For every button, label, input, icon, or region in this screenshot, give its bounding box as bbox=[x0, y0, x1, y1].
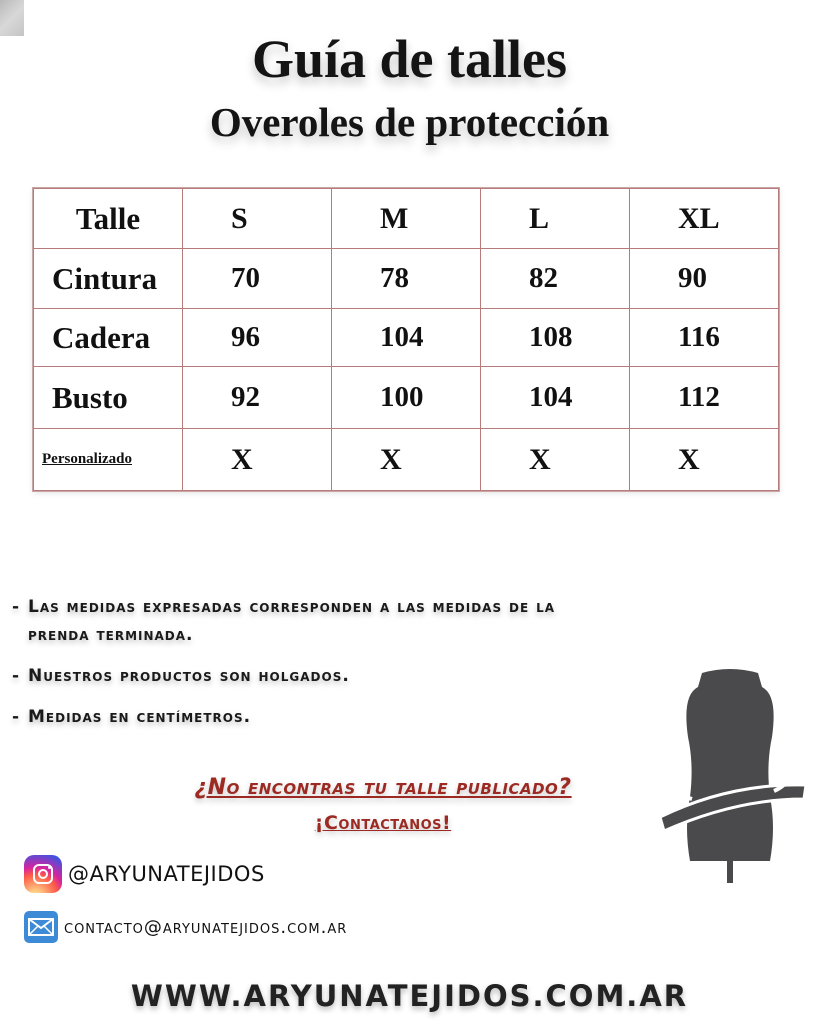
instagram-handle[interactable]: @ARYUNATEJIDOS bbox=[68, 862, 265, 886]
table-cell: X bbox=[332, 429, 481, 491]
note-text: Las medidas expresadas corresponden a las medidas de la bbox=[28, 597, 556, 617]
header-cell-m: M bbox=[332, 189, 481, 249]
note-units bbox=[12, 703, 251, 731]
instagram-icon bbox=[24, 855, 62, 893]
cta-contact-link[interactable]: ¡Contactanos! bbox=[314, 812, 452, 834]
mannequin-tape-icon bbox=[650, 665, 810, 885]
page-title: Guía de talles bbox=[251, 29, 567, 89]
table-row bbox=[34, 309, 779, 367]
table-row bbox=[34, 367, 779, 429]
table-row bbox=[34, 429, 779, 491]
table-cell: 112 bbox=[630, 367, 779, 429]
note-text-continued: prenda terminada. bbox=[28, 625, 194, 645]
mail-icon bbox=[24, 911, 58, 943]
bullet-dash: - bbox=[12, 597, 21, 617]
table-cell: 100 bbox=[332, 367, 481, 429]
email-contact[interactable] bbox=[24, 911, 347, 943]
page-subtitle: Overoles de protección bbox=[209, 99, 610, 145]
table-cell: 82 bbox=[481, 249, 630, 309]
table-header-row bbox=[34, 189, 779, 249]
header-cell-xl: XL bbox=[630, 189, 779, 249]
table-cell: 108 bbox=[481, 309, 630, 367]
row-label-busto: Busto bbox=[34, 367, 183, 429]
note-measurements bbox=[12, 593, 555, 649]
table-cell: 78 bbox=[332, 249, 481, 309]
instagram-contact[interactable] bbox=[24, 855, 265, 893]
note-text: Nuestros productos son holgados. bbox=[28, 666, 350, 686]
note-text: Medidas en centímetros. bbox=[28, 707, 252, 727]
table-cell: 104 bbox=[332, 309, 481, 367]
header-cell-s: S bbox=[183, 189, 332, 249]
row-label-personalizado: Personalizado bbox=[34, 429, 183, 491]
table-cell: X bbox=[481, 429, 630, 491]
website-url[interactable]: WWW.ARYUNATEJIDOS.COM.AR bbox=[130, 979, 689, 1013]
table-cell: X bbox=[183, 429, 332, 491]
header-cell-talle: Talle bbox=[34, 189, 183, 249]
table-cell: 70 bbox=[183, 249, 332, 309]
bullet-dash: - bbox=[12, 666, 21, 686]
row-label-cintura: Cintura bbox=[34, 249, 183, 309]
table-cell: 96 bbox=[183, 309, 332, 367]
table-cell: 90 bbox=[630, 249, 779, 309]
note-loose-fit bbox=[12, 662, 350, 690]
email-address[interactable]: contacto@aryunatejidos.com.ar bbox=[64, 916, 348, 938]
table-row bbox=[34, 249, 779, 309]
size-table bbox=[33, 188, 779, 491]
row-label-cadera: Cadera bbox=[34, 309, 183, 367]
cta-question: ¿No encontras tu talle publicado? bbox=[194, 775, 572, 800]
header-cell-l: L bbox=[481, 189, 630, 249]
table-cell: 92 bbox=[183, 367, 332, 429]
table-cell: X bbox=[630, 429, 779, 491]
table-cell: 104 bbox=[481, 367, 630, 429]
table-cell: 116 bbox=[630, 309, 779, 367]
bullet-dash: - bbox=[12, 707, 21, 727]
